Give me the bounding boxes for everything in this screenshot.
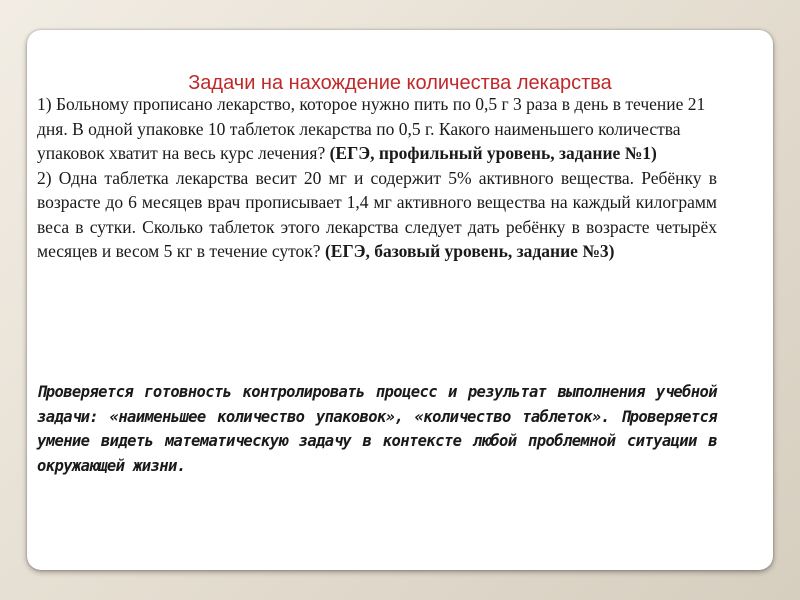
problem-1	[37, 92, 717, 166]
problem-2-text: 2) Одна таблетка лекарства весит 20 мг и содержит 5% активного вещества. Ребёнку в возрасте до 6 месяцев врач прописывает 1,4 мг активного вещества на каждый килограмм веса в сутки. Сколько таблеток этого лекарства следует дать ребёнку в возрасте четырёх месяцев и весом 5 кг в течение суток?	[37, 167, 717, 261]
problem-2	[37, 166, 717, 264]
problems-block	[37, 92, 717, 264]
slide-title: Задачи на нахождение количества лекарства	[188, 72, 612, 94]
problem-1-source: (ЕГЭ, профильный уровень, задание №1)	[329, 143, 657, 163]
problem-2-source: (ЕГЭ, базовый уровень, задание №3)	[324, 241, 615, 261]
assessment-summary: Проверяется готовность контролировать процесс и результат выполнения учебной задачи: «наименьшее количество упаковок», «количество таблеток». Проверяется умение видеть математическую задачу в контексте любой проблемной ситуации в окружающей жизни.	[37, 383, 717, 475]
problem-1-text: 1) Больному прописано лекарство, которое нужно пить по 0,5 г 3 раза в день в течение 21 дня. В одной упаковке 10 таблеток лекарства по 0,5 г. Какого наименьшего количества упаковок хватит на весь курс лечения?	[37, 94, 706, 163]
